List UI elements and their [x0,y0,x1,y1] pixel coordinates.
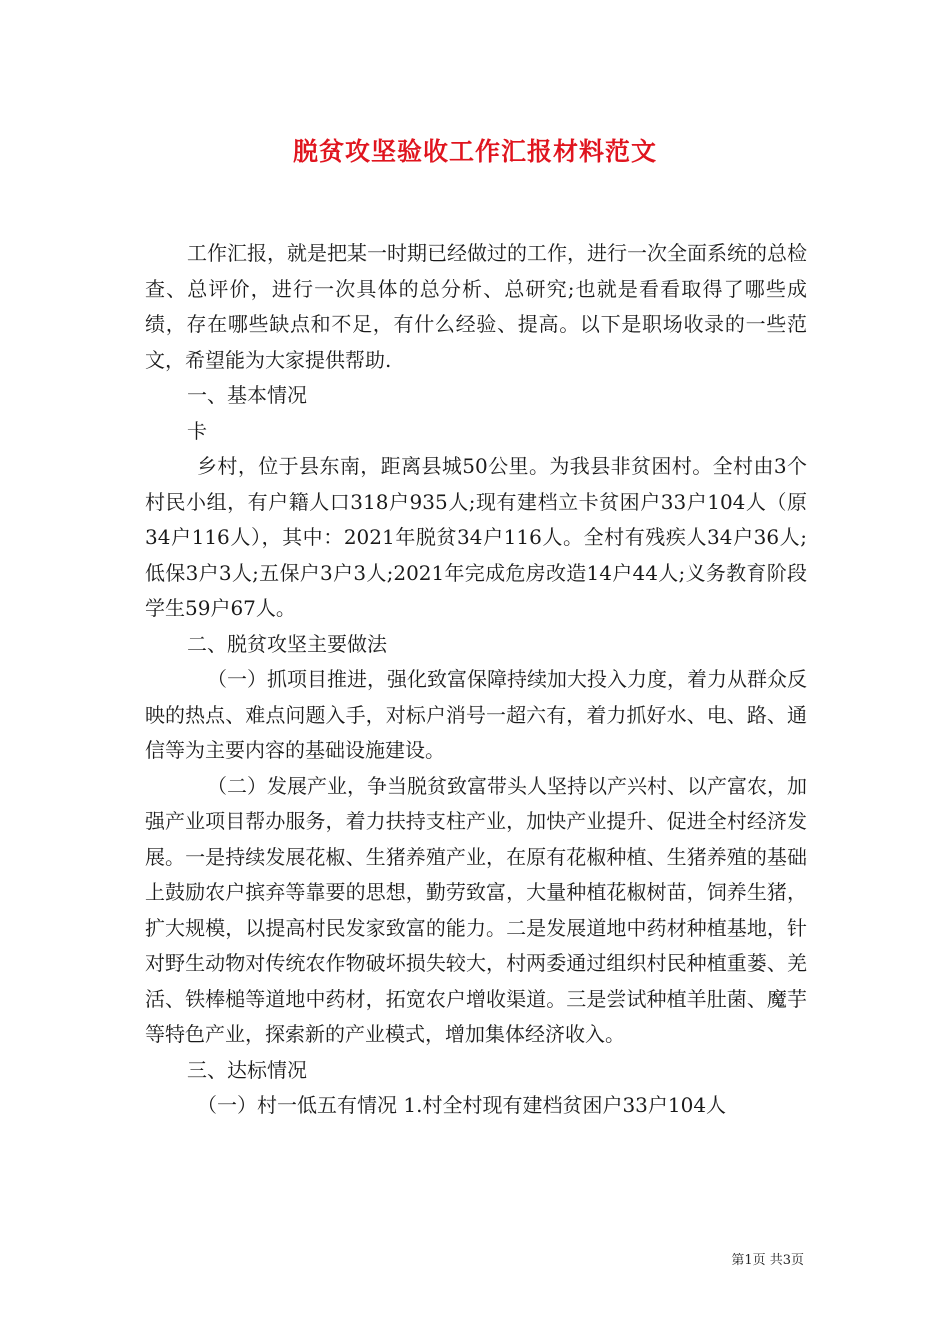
heading-compliance: 三、达标情况 [187,1057,307,1082]
page-indicator: 第1页 共3页 [731,1253,804,1268]
paragraph-project-promotion: （一）抓项目推进，强化致富保障持续加大投入力度，着力从群众反映的热点、难点问题入手，对标户消号一超六有，着力抓好水、电、路、通信等为主要内容的基础设施建设。 [145,667,807,762]
paragraph-compliance-detail: （一）村一低五有情况 1.村全村现有建档贫困户33户104人 [197,1093,727,1117]
document-body [145,236,807,1124]
paragraph-intro: 工作汇报，就是把某一时期已经做过的工作，进行一次全面系统的总检查、总评价，进行一次具体的总分析、总研究;也就是看看取得了哪些成绩，存在哪些缺点和不足，有什么经验、提高。以下是职场收录的一些范文，希望能为大家提供帮助. [145,241,807,372]
heading-main-practices: 二、脱贫攻坚主要做法 [187,631,387,656]
paragraph-industry-development: （二）发展产业，争当脱贫致富带头人坚持以产兴村、以产富农，加强产业项目帮办服务，着力扶持支柱产业，加快产业提升、促进全村经济发展。一是持续发展花椒、生猪养殖产业，在原有花椒种植、生猪养殖的基础上鼓励农户摈弃等靠要的思想，勤劳致富，大量种植花椒树苗，饲养生猪，扩大规模，以提高村民发家致富的能力。二是发展道地中药材种植基地，针对野生动物对传统农作物破坏损失较大，村两委通过组织村民种植重蒌、羌活、铁棒槌等道地中药材，拓宽农户增收渠道。三是尝试种植羊肚菌、魔芋等特色产业，探索新的产业模式，增加集体经济收入。 [145,773,807,1046]
paragraph-fragment: 卡 [187,418,207,443]
heading-basic-situation: 一、基本情况 [187,383,307,407]
document-title: 脱贫攻坚验收工作汇报材料范文 [292,137,657,166]
paragraph-village-info: 乡村，位于县东南，距离县城50公里。为我县非贫困村。全村由3个村民小组，有户籍人口318户935人;现有建档立卡贫困户33户104人（原34户116人），其中：2021年脱贫34户116人。全村有残疾人34户36人;低保3户3人;五保户3户3人;2021年完成危房改造14户44人;义务教育阶段学生59户67人。 [145,454,807,620]
